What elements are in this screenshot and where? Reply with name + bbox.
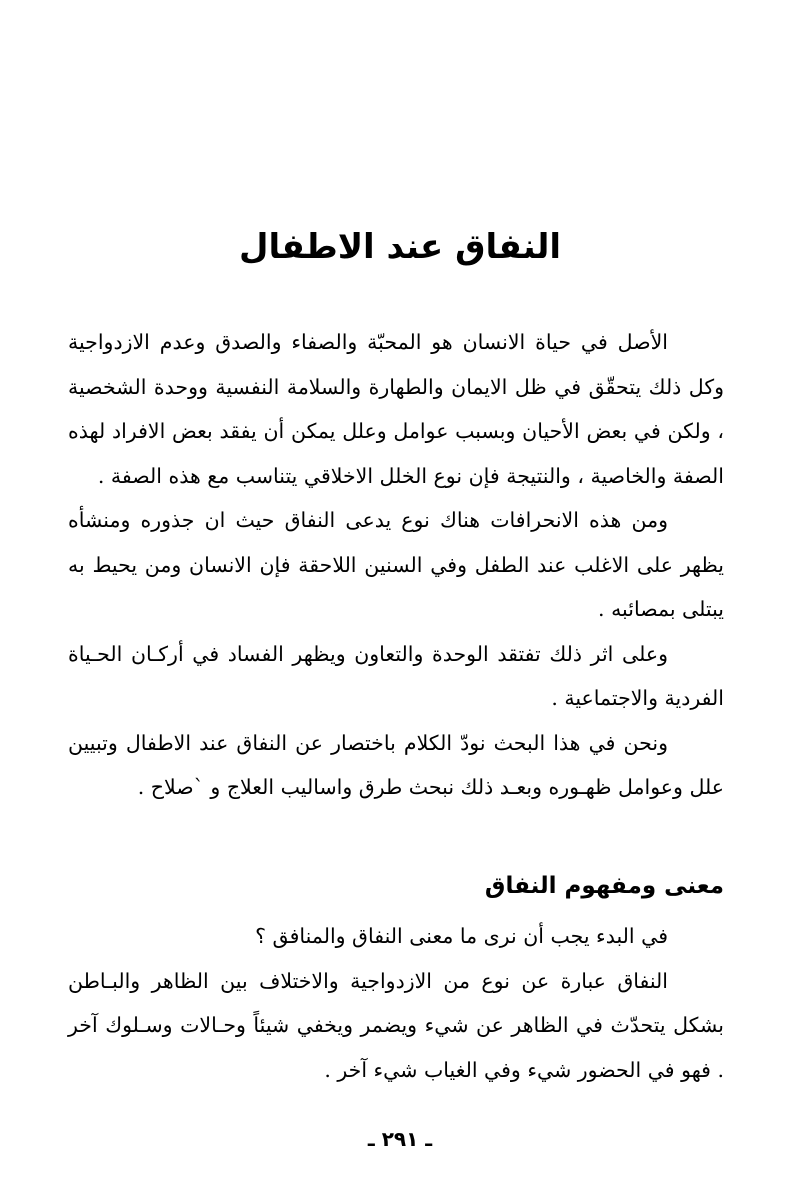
page-number: ـ ٢٩١ ـ <box>367 1127 433 1151</box>
intro-paragraph-2: ومن هذه الانحرافات هناك نوع يدعى النفاق حيث ان جذوره ومنشأه يظهر على الاغلب عند الطفل وفي السنين اللاحقة فإن الانسان ومن يحيط به يبتلى بمصائبه . <box>68 508 724 621</box>
section-heading: معنى ومفهوم النفاق <box>484 873 724 899</box>
intro-paragraph-3: وعلى اثر ذلك تفتقد الوحدة والتعاون ويظهر الفساد في أركـان الحـياة الفردية والاجتماعية . <box>68 641 724 710</box>
definition-paragraph-2: النفاق عبارة عن نوع من الازدواجية والاختلاف بين الظاهر والبـاطن بشكل يتحدّث في الظاهر عن شيء ويضمر ويخفي شيئاً وحـالات وسـلوك آخر . فهو في الحضور شيء وفي الغياب شيء آخر . <box>68 968 724 1082</box>
page-title: النفاق عند الاطفال <box>238 227 562 267</box>
intro-paragraph-1: الأصل في حياة الانسان هو المحبّة والصفاء والصدق وعدم الازدواجية وكل ذلك يتحقّق في ظل الايمان والطهارة والسلامة النفسية ووحدة الشخصية ، ولكن في بعض الأحيان وبسبب عوامل وعلل يمكن أن يفقد بعض الافراد لهذه الصفة والخاصية ، والنتيجة فإن نوع الخلل الاخلاقي يتناسب مع هذه الصفة . <box>68 330 724 488</box>
intro-paragraph-4: ونحن في هذا البحث نودّ الكلام باختصار عن النفاق عند الاطفال وتبيين علل وعوامل ظهـوره وبعـد ذلك نبحث طرق واساليب العلاج و ˋصلاح . <box>68 730 724 799</box>
definition-paragraph-1: في البدء يجب أن نرى ما معنى النفاق والمنافق ؟ <box>255 924 668 948</box>
intro-section <box>68 320 724 810</box>
definition-section <box>68 914 724 1092</box>
